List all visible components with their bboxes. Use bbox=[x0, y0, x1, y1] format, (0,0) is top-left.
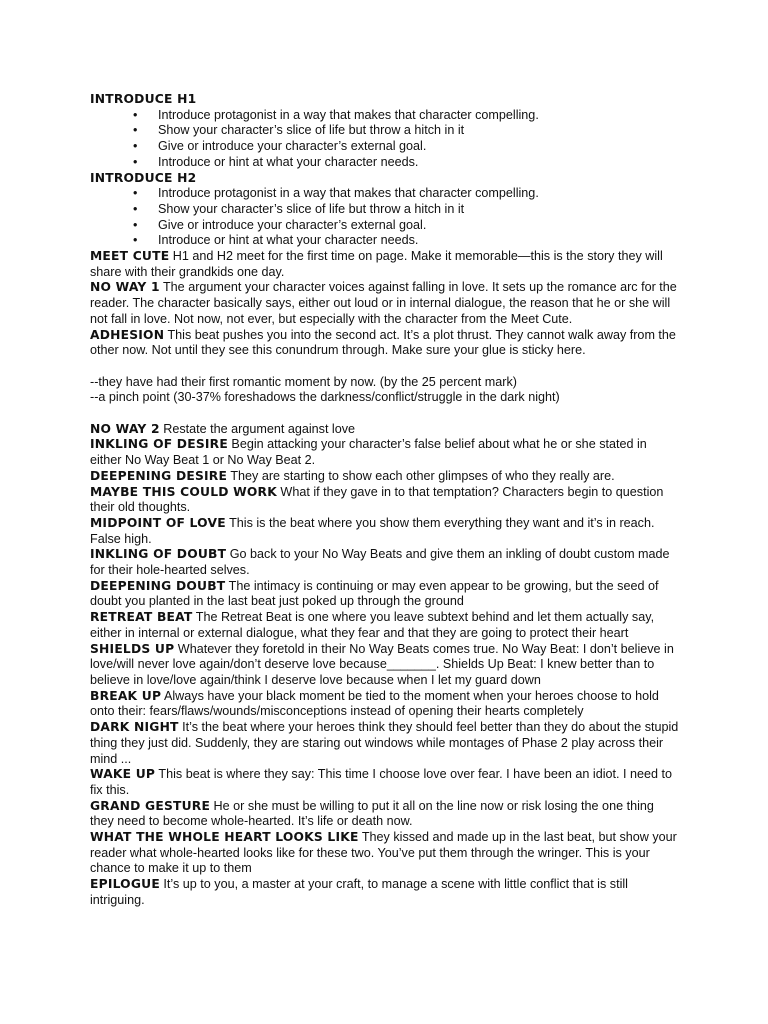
beat-heading: GRAND GESTURE bbox=[90, 798, 211, 813]
beat-meet-cute bbox=[90, 249, 680, 280]
beat-heading: INKLING OF DOUBT bbox=[90, 547, 227, 562]
beat-text: He or she must be willing to put it all on the line now or risk losing the one thing they need to become whole-hearted. It’s life or death now. bbox=[90, 798, 654, 829]
beat-heading: BREAK UP bbox=[90, 688, 162, 703]
beat-maybe-this-could-work bbox=[90, 485, 680, 516]
beat-heading: MAYBE THIS COULD WORK bbox=[90, 484, 277, 499]
beat-grand-gesture bbox=[90, 799, 680, 830]
beat-text: H1 and H2 meet for the first time on page. Make it memorable—this is the story they will share with their grandkids one day. bbox=[90, 249, 663, 279]
beat-inkling-of-desire bbox=[90, 437, 680, 468]
beat-heading: WAKE UP bbox=[90, 767, 156, 782]
section-heading: INTRODUCE H2 bbox=[90, 170, 197, 185]
beat-break-up bbox=[90, 689, 680, 720]
beat-text: The Retreat Beat is one where you leave subtext behind and let them actually say, either in internal or external dialogue, what they fear and that they are going to protect their heart bbox=[90, 610, 655, 640]
beat-text: It’s the beat where your heroes think they should feel better than they do about the stupid thing they just did. Suddenly, they are staring out windows while montages of Phase 2 play across their mind ... bbox=[90, 720, 679, 766]
bullet-list bbox=[90, 108, 680, 171]
beat-deepening-desire bbox=[90, 469, 680, 485]
section-introduce-h1 bbox=[90, 92, 680, 171]
beat-heading: INKLING OF DESIRE bbox=[90, 437, 228, 452]
bullet-item: • Introduce protagonist in a way that makes that character compelling. bbox=[133, 186, 680, 202]
beat-text: What if they gave in to that temptation? Characters begin to question their old thoughts. bbox=[90, 484, 664, 515]
bullet-list bbox=[90, 186, 680, 249]
bullet-item: • Introduce protagonist in a way that makes that character compelling. bbox=[133, 108, 680, 124]
beat-text: Whatever they foretold in their No Way Beats comes true. No Way Beat: I don’t believe in love/will never love again/don’t deserve love because_______. Shields Up Beat: I knew better than to believe in love/love again/think I deserve love because when I let my guard down bbox=[90, 641, 674, 687]
beat-heading: DARK NIGHT bbox=[90, 720, 179, 735]
beat-text: This beat pushes you into the second act. It’s a plot thrust. They cannot walk away from the other now. Not until they see this conundrum through. Make sure your glue is sticky here. bbox=[90, 327, 676, 358]
beat-heading: EPILOGUE bbox=[90, 877, 160, 892]
beat-deepening-doubt bbox=[90, 579, 680, 610]
beat-midpoint-of-love bbox=[90, 516, 680, 547]
beat-text: They are starting to show each other glimpses of who they really are. bbox=[227, 468, 615, 483]
beat-text: Go back to your No Way Beats and give them an inkling of doubt custom made for their hole-hearted selves. bbox=[90, 547, 670, 578]
beat-adhesion bbox=[90, 328, 680, 359]
bullet-item: • Give or introduce your character’s external goal. bbox=[133, 218, 680, 234]
blank-line bbox=[90, 359, 680, 375]
beat-retreat-beat bbox=[90, 610, 680, 641]
beat-no-way-2 bbox=[90, 422, 680, 438]
beat-heading: NO WAY 2 bbox=[90, 421, 160, 436]
document-page bbox=[90, 92, 680, 909]
beat-text: Begin attacking your character’s false belief about what he or she stated in either No Way Beat 1 or No Way Beat 2. bbox=[90, 437, 647, 468]
beat-heading: RETREAT BEAT bbox=[90, 610, 193, 625]
beat-text: They kissed and made up in the last beat, but show your reader what whole-hearted looks like for these two. You’ve put them through the wringer. This is your chance to make it up to them bbox=[90, 830, 677, 876]
bullet-item: • Introduce or hint at what your character needs. bbox=[133, 233, 680, 249]
bullet-item: • Give or introduce your character’s external goal. bbox=[133, 139, 680, 155]
beat-text: This beat is where they say: This time I choose love over fear. I have been an idiot. I need to fix this. bbox=[90, 767, 673, 797]
beat-heading: DEEPENING DESIRE bbox=[90, 468, 228, 483]
beat-inkling-of-doubt bbox=[90, 547, 680, 578]
section-heading: INTRODUCE H1 bbox=[90, 92, 197, 106]
beat-heading: WHAT THE WHOLE HEART LOOKS LIKE bbox=[90, 830, 359, 845]
note-line: --a pinch point (30-37% foreshadows the darkness/conflict/struggle in the dark night) bbox=[90, 390, 560, 405]
bullet-item: • Show your character’s slice of life but throw a hitch in it bbox=[133, 123, 680, 139]
beat-heading: MEET CUTE bbox=[90, 249, 170, 264]
beat-dark-night bbox=[90, 720, 680, 767]
beat-epilogue bbox=[90, 877, 680, 908]
beat-heading: DEEPENING DOUBT bbox=[90, 578, 226, 593]
beat-heading: MIDPOINT OF LOVE bbox=[90, 515, 226, 530]
beat-heading: ADHESION bbox=[90, 327, 165, 342]
beat-shields-up bbox=[90, 642, 680, 689]
beat-wake-up bbox=[90, 767, 680, 798]
beat-text: The argument your character voices against falling in love. It sets up the romance arc for the reader. The character basically says, either out loud or in internal dialogue, the reason that he or she will not fall in love. Not now, not ever, but especially with the character from the Meet Cute. bbox=[90, 280, 677, 326]
beat-no-way-1 bbox=[90, 280, 680, 327]
beat-heading: SHIELDS UP bbox=[90, 641, 175, 656]
beat-text: Restate the argument against love bbox=[159, 421, 356, 436]
beat-text: This is the beat where you show them everything they want and it’s in reach. False high. bbox=[90, 515, 655, 546]
section-introduce-h2 bbox=[90, 171, 680, 250]
beat-text: The intimacy is continuing or may even appear to be growing, but the seed of doubt you planted in the last beat just poked up through the ground bbox=[90, 578, 659, 609]
beat-what-the-whole-heart-looks-like bbox=[90, 830, 680, 877]
note-line: --they have had their first romantic moment by now. (by the 25 percent mark) bbox=[90, 374, 517, 389]
blank-line bbox=[90, 406, 680, 422]
bullet-item: • Show your character’s slice of life but throw a hitch in it bbox=[133, 202, 680, 218]
beat-heading: NO WAY 1 bbox=[90, 280, 160, 295]
beat-text: It’s up to you, a master at your craft, to manage a scene with little conflict that is still intriguing. bbox=[90, 877, 628, 907]
bullet-item: • Introduce or hint at what your character needs. bbox=[133, 155, 680, 171]
beat-text: Always have your black moment be tied to the moment when your heroes choose to hold onto their: fears/flaws/wounds/misconceptions instead of opening their hearts completely bbox=[90, 688, 659, 719]
